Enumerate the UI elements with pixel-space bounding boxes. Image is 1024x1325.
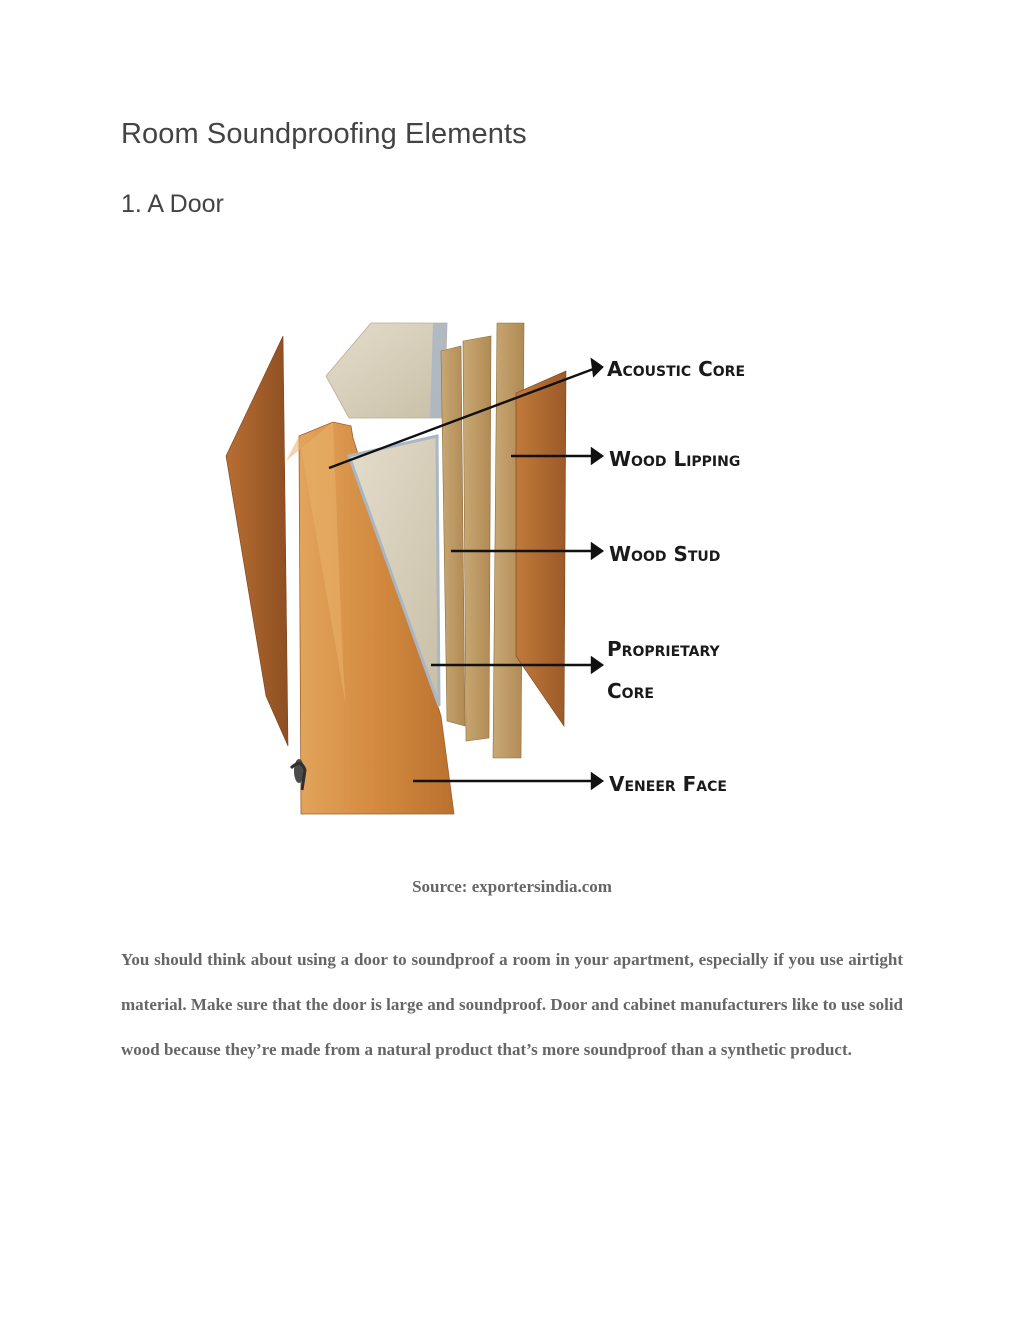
- right-back-panel: [516, 371, 566, 726]
- label-veneer-face: Veneer Face: [609, 772, 727, 796]
- body-paragraph: You should think about using a door to soundproof a room in your apartment, especially if you use airtight material. Make sure that the door is large and soundproof. Door and cabinet manufacturers like to use solid wood because they’re made from a natural product that’s more soundproof than a synthetic product.: [121, 950, 903, 1059]
- label-wood-stud: Wood Stud: [609, 542, 721, 566]
- page-title: Room Soundproofing Elements: [121, 118, 527, 150]
- figure-caption: Source: exportersindia.com: [412, 877, 612, 896]
- door-handle-icon: [291, 759, 305, 790]
- wood-stud-strip-1: [441, 346, 465, 726]
- section-heading: 1. A Door: [121, 190, 224, 218]
- label-proprietary-core-line1: Proprietary: [607, 637, 720, 661]
- label-acoustic-core: Acoustic Core: [607, 357, 746, 381]
- door-diagram: [121, 276, 903, 872]
- label-wood-lipping: Wood Lipping: [609, 447, 741, 471]
- acoustic-core-block: [326, 323, 447, 418]
- back-veneer-sheet: [226, 336, 288, 746]
- label-proprietary-core-line2: Core: [607, 679, 654, 703]
- wood-stud-strip-2: [463, 336, 491, 741]
